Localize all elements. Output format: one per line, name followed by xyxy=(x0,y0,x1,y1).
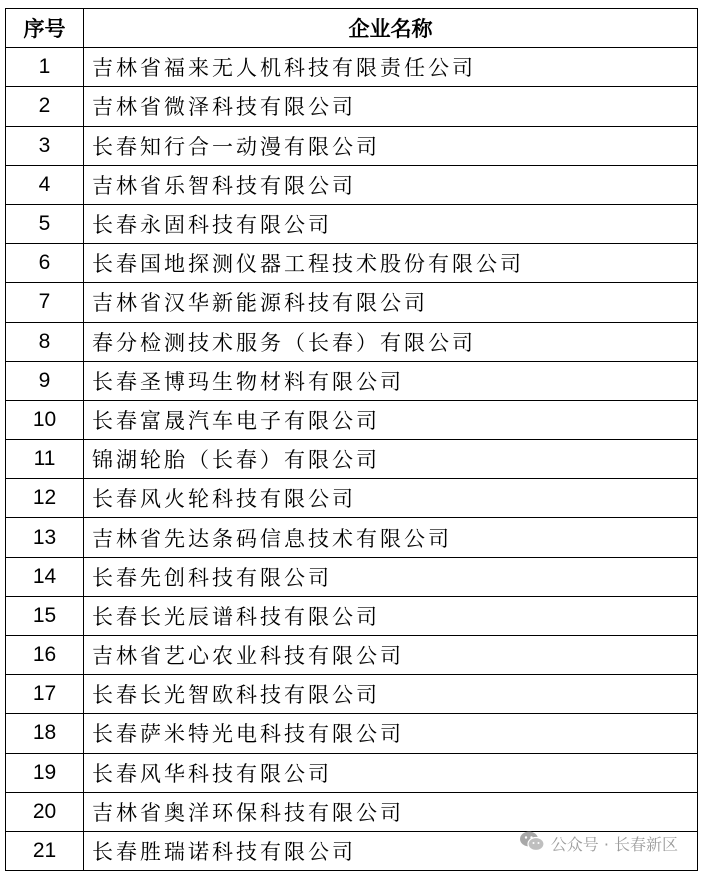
table-row xyxy=(6,400,698,439)
company-name-cell: 长春胜瑞诺科技有限公司 xyxy=(84,831,698,870)
table-row xyxy=(6,165,698,204)
wechat-icon xyxy=(519,830,545,856)
table-row xyxy=(6,636,698,675)
serial-number-cell: 13 xyxy=(6,518,84,557)
company-table xyxy=(5,8,698,871)
serial-number-cell: 15 xyxy=(6,596,84,635)
serial-number-cell: 3 xyxy=(6,126,84,165)
table-row xyxy=(6,361,698,400)
serial-number-cell: 16 xyxy=(6,636,84,675)
table-row xyxy=(6,479,698,518)
table-row xyxy=(6,87,698,126)
company-name-cell: 锦湖轮胎（长春）有限公司 xyxy=(84,440,698,479)
table-row xyxy=(6,204,698,243)
table-row xyxy=(6,792,698,831)
company-name-cell: 吉林省艺心农业科技有限公司 xyxy=(84,636,698,675)
company-name-cell: 长春先创科技有限公司 xyxy=(84,557,698,596)
watermark xyxy=(519,830,678,856)
company-name-cell: 长春国地探测仪器工程技术股份有限公司 xyxy=(84,244,698,283)
serial-number-cell: 17 xyxy=(6,675,84,714)
table-row xyxy=(6,48,698,87)
serial-number-cell: 4 xyxy=(6,165,84,204)
company-name-cell: 长春萨米特光电科技有限公司 xyxy=(84,714,698,753)
table-row xyxy=(6,557,698,596)
header-company-name: 企业名称 xyxy=(84,9,698,48)
serial-number-cell: 7 xyxy=(6,283,84,322)
serial-number-cell: 12 xyxy=(6,479,84,518)
company-name-cell: 吉林省福来无人机科技有限责任公司 xyxy=(84,48,698,87)
serial-number-cell: 6 xyxy=(6,244,84,283)
company-name-cell: 春分检测技术服务（长春）有限公司 xyxy=(84,322,698,361)
company-name-cell: 长春永固科技有限公司 xyxy=(84,204,698,243)
table-row xyxy=(6,714,698,753)
table-row xyxy=(6,440,698,479)
serial-number-cell: 5 xyxy=(6,204,84,243)
company-name-cell: 长春富晟汽车电子有限公司 xyxy=(84,400,698,439)
table-row xyxy=(6,753,698,792)
company-name-cell: 吉林省先达条码信息技术有限公司 xyxy=(84,518,698,557)
serial-number-cell: 20 xyxy=(6,792,84,831)
company-name-cell: 长春长光智欧科技有限公司 xyxy=(84,675,698,714)
table-row xyxy=(6,126,698,165)
table-row xyxy=(6,283,698,322)
serial-number-cell: 2 xyxy=(6,87,84,126)
table-row xyxy=(6,675,698,714)
company-name-cell: 吉林省汉华新能源科技有限公司 xyxy=(84,283,698,322)
serial-number-cell: 11 xyxy=(6,440,84,479)
watermark-text: 公众号 · 长春新区 xyxy=(550,834,678,854)
company-name-cell: 长春风华科技有限公司 xyxy=(84,753,698,792)
table-row xyxy=(6,596,698,635)
serial-number-cell: 18 xyxy=(6,714,84,753)
table-row xyxy=(6,322,698,361)
serial-number-cell: 19 xyxy=(6,753,84,792)
company-name-cell: 长春长光辰谱科技有限公司 xyxy=(84,596,698,635)
company-name-cell: 长春知行合一动漫有限公司 xyxy=(84,126,698,165)
company-name-cell: 吉林省乐智科技有限公司 xyxy=(84,165,698,204)
header-serial-number: 序号 xyxy=(6,9,84,48)
serial-number-cell: 21 xyxy=(6,831,84,870)
table-header-row xyxy=(6,9,698,48)
table-body xyxy=(6,48,698,871)
company-name-cell: 长春风火轮科技有限公司 xyxy=(84,479,698,518)
serial-number-cell: 14 xyxy=(6,557,84,596)
company-name-cell: 长春圣博玛生物材料有限公司 xyxy=(84,361,698,400)
serial-number-cell: 8 xyxy=(6,322,84,361)
serial-number-cell: 1 xyxy=(6,48,84,87)
company-name-cell: 吉林省微泽科技有限公司 xyxy=(84,87,698,126)
serial-number-cell: 9 xyxy=(6,361,84,400)
serial-number-cell: 10 xyxy=(6,400,84,439)
company-name-cell: 吉林省奥洋环保科技有限公司 xyxy=(84,792,698,831)
table-row xyxy=(6,244,698,283)
table-row xyxy=(6,518,698,557)
